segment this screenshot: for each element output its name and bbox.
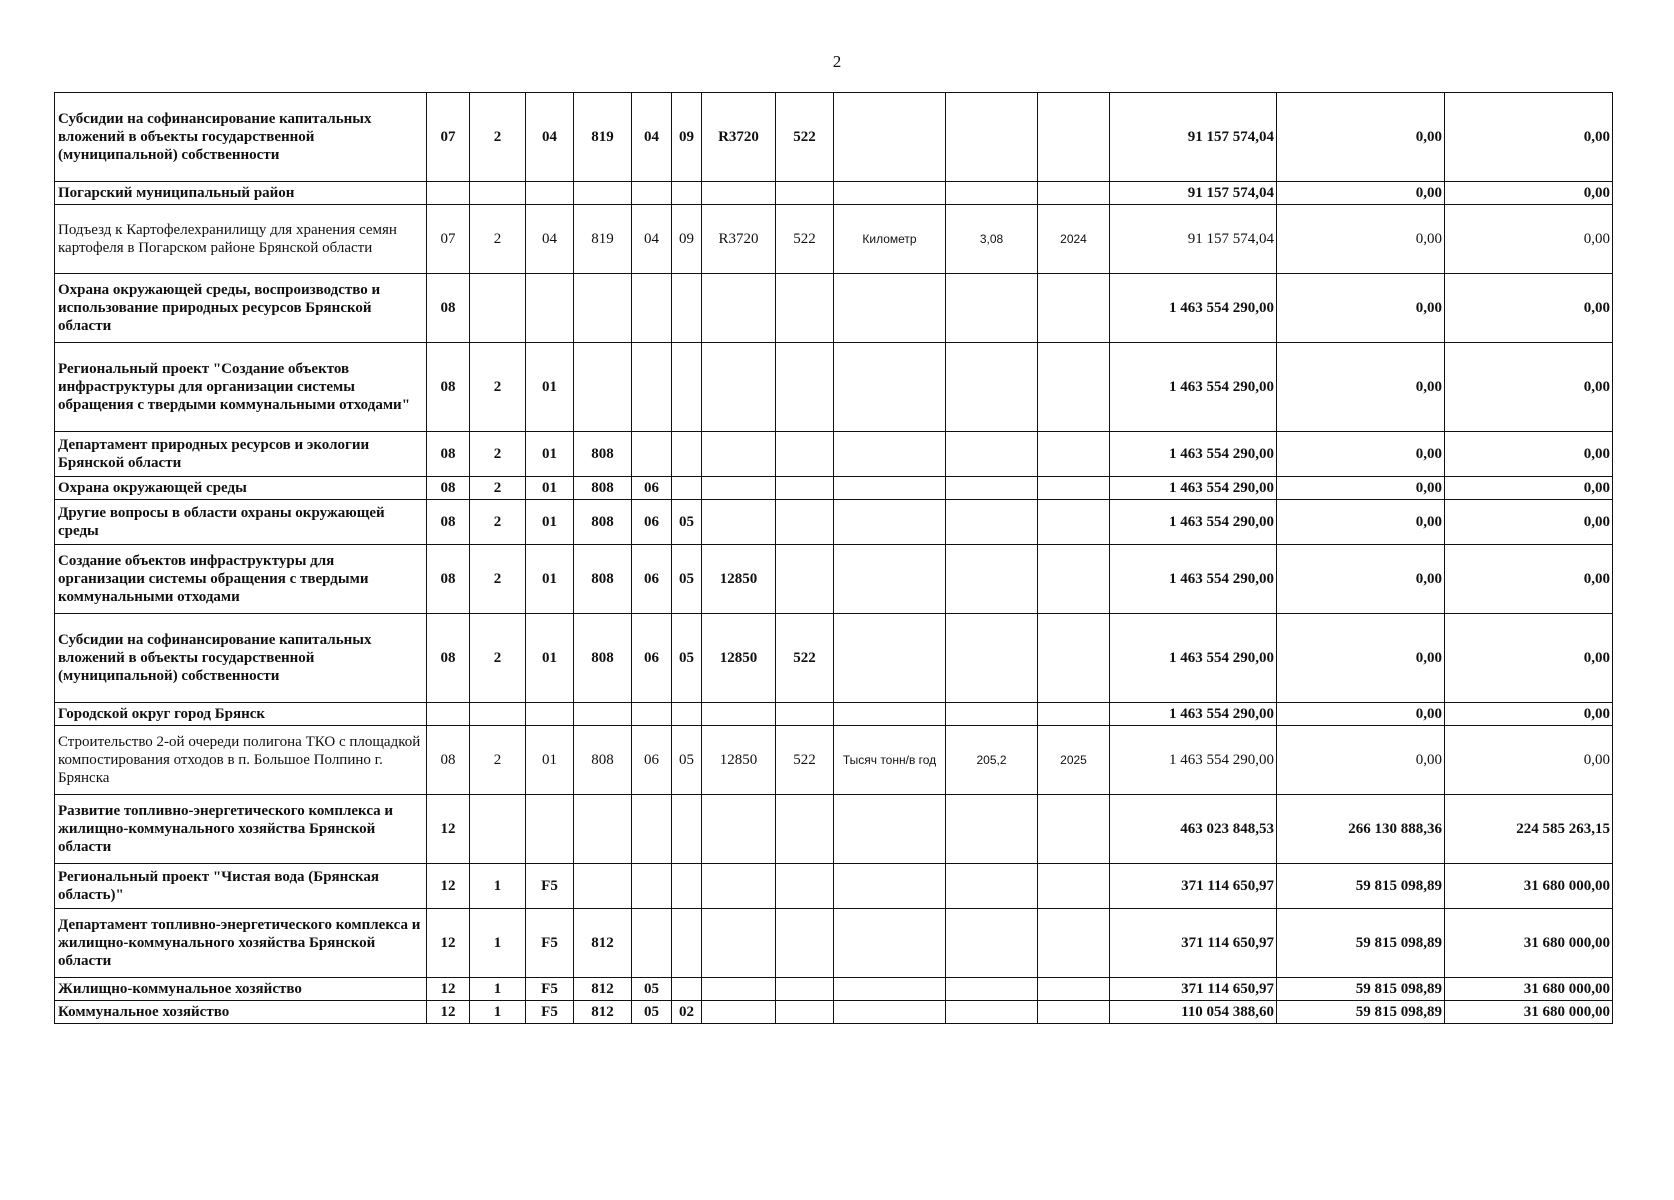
year-cell: 2025: [1038, 726, 1110, 795]
unit-cell: [834, 909, 946, 978]
unit-cell: [834, 864, 946, 909]
code-section-cell: 07: [427, 205, 470, 274]
code-section-cell: 08: [427, 500, 470, 545]
amount-year1-cell: 371 114 650,97: [1110, 978, 1277, 1001]
code-direction-cell: 12850: [702, 614, 776, 703]
code-razdel-cell: 04: [632, 205, 672, 274]
code-razdel-cell: [632, 703, 672, 726]
amount-year2-cell: 0,00: [1277, 93, 1445, 182]
amount-year3-cell: 0,00: [1445, 703, 1613, 726]
code-vr-cell: [776, 978, 834, 1001]
code-grbs-cell: 808: [574, 477, 632, 500]
amount-year2-cell: 0,00: [1277, 205, 1445, 274]
code-grbs-cell: 808: [574, 614, 632, 703]
code-direction-cell: 12850: [702, 545, 776, 614]
code-event-cell: 01: [526, 500, 574, 545]
amount-year3-cell: 0,00: [1445, 182, 1613, 205]
year-cell: [1038, 432, 1110, 477]
row-name-cell: Строительство 2-ой очереди полигона ТКО с площадкой компостирования отходов в п. Большое Полпино г. Брянска: [55, 726, 427, 795]
code-subprogram-cell: [470, 703, 526, 726]
amount-year2-cell: 0,00: [1277, 477, 1445, 500]
unit-cell: [834, 343, 946, 432]
amount-year3-cell: 0,00: [1445, 205, 1613, 274]
amount-year1-cell: 1 463 554 290,00: [1110, 477, 1277, 500]
code-subprogram-cell: 2: [470, 545, 526, 614]
code-vr-cell: 522: [776, 726, 834, 795]
table-row: [55, 795, 1613, 864]
amount-year2-cell: 0,00: [1277, 703, 1445, 726]
table-row: [55, 205, 1613, 274]
code-grbs-cell: [574, 182, 632, 205]
code-section-cell: 08: [427, 545, 470, 614]
unit-cell: [834, 795, 946, 864]
year-cell: [1038, 614, 1110, 703]
code-section-cell: 08: [427, 726, 470, 795]
code-subprogram-cell: 2: [470, 477, 526, 500]
table-row: [55, 978, 1613, 1001]
amount-year2-cell: 0,00: [1277, 182, 1445, 205]
code-event-cell: F5: [526, 1001, 574, 1024]
amount-year3-cell: 0,00: [1445, 432, 1613, 477]
capacity-cell: [946, 909, 1038, 978]
amount-year3-cell: 0,00: [1445, 93, 1613, 182]
capacity-cell: [946, 93, 1038, 182]
year-cell: 2024: [1038, 205, 1110, 274]
budget-table: [54, 92, 1613, 1024]
code-razdel-cell: 06: [632, 545, 672, 614]
table-row: [55, 703, 1613, 726]
code-razdel-cell: [632, 432, 672, 477]
unit-cell: [834, 978, 946, 1001]
code-direction-cell: [702, 182, 776, 205]
unit-cell: [834, 477, 946, 500]
code-vr-cell: [776, 909, 834, 978]
code-razdel-cell: 06: [632, 500, 672, 545]
unit-cell: [834, 500, 946, 545]
code-section-cell: 07: [427, 93, 470, 182]
capacity-cell: [946, 1001, 1038, 1024]
row-name-cell: Погарский муниципальный район: [55, 182, 427, 205]
row-name-cell: Городской округ город Брянск: [55, 703, 427, 726]
amount-year2-cell: 0,00: [1277, 545, 1445, 614]
code-section-cell: [427, 703, 470, 726]
amount-year1-cell: 1 463 554 290,00: [1110, 343, 1277, 432]
amount-year3-cell: 0,00: [1445, 274, 1613, 343]
code-direction-cell: R3720: [702, 93, 776, 182]
code-event-cell: F5: [526, 909, 574, 978]
amount-year1-cell: 110 054 388,60: [1110, 1001, 1277, 1024]
code-podrazdel-cell: 05: [672, 614, 702, 703]
code-razdel-cell: [632, 909, 672, 978]
code-grbs-cell: [574, 343, 632, 432]
amount-year2-cell: 59 815 098,89: [1277, 909, 1445, 978]
amount-year1-cell: 463 023 848,53: [1110, 795, 1277, 864]
row-name-cell: Субсидии на софинансирование капитальных вложений в объекты государственной (муниципальной) собственности: [55, 614, 427, 703]
row-name-cell: Департамент топливно-энергетического комплекса и жилищно-коммунального хозяйства Брянской области: [55, 909, 427, 978]
code-subprogram-cell: 1: [470, 864, 526, 909]
code-razdel-cell: [632, 343, 672, 432]
year-cell: [1038, 1001, 1110, 1024]
code-vr-cell: [776, 864, 834, 909]
row-name-cell: Региональный проект "Создание объектов инфраструктуры для организации системы обращения с твердыми коммунальными отходами": [55, 343, 427, 432]
unit-cell: [834, 545, 946, 614]
code-razdel-cell: [632, 182, 672, 205]
code-section-cell: 08: [427, 614, 470, 703]
code-direction-cell: [702, 978, 776, 1001]
code-grbs-cell: [574, 703, 632, 726]
amount-year2-cell: 0,00: [1277, 614, 1445, 703]
amount-year3-cell: 0,00: [1445, 726, 1613, 795]
code-grbs-cell: 808: [574, 545, 632, 614]
row-name-cell: Охрана окружающей среды, воспроизводство и использование природных ресурсов Брянской области: [55, 274, 427, 343]
code-podrazdel-cell: [672, 795, 702, 864]
code-podrazdel-cell: [672, 703, 702, 726]
code-grbs-cell: 808: [574, 726, 632, 795]
row-name-cell: Подъезд к Картофелехранилищу для хранения семян картофеля в Погарском районе Брянской области: [55, 205, 427, 274]
capacity-cell: 3,08: [946, 205, 1038, 274]
capacity-cell: [946, 978, 1038, 1001]
year-cell: [1038, 703, 1110, 726]
code-event-cell: 04: [526, 205, 574, 274]
code-podrazdel-cell: [672, 477, 702, 500]
amount-year1-cell: 1 463 554 290,00: [1110, 703, 1277, 726]
code-direction-cell: [702, 1001, 776, 1024]
code-vr-cell: [776, 500, 834, 545]
code-section-cell: [427, 182, 470, 205]
year-cell: [1038, 864, 1110, 909]
code-event-cell: 01: [526, 477, 574, 500]
year-cell: [1038, 343, 1110, 432]
code-vr-cell: 522: [776, 614, 834, 703]
code-section-cell: 08: [427, 432, 470, 477]
code-grbs-cell: 819: [574, 93, 632, 182]
code-podrazdel-cell: 02: [672, 1001, 702, 1024]
code-event-cell: F5: [526, 978, 574, 1001]
code-subprogram-cell: 2: [470, 614, 526, 703]
amount-year2-cell: 0,00: [1277, 274, 1445, 343]
code-direction-cell: 12850: [702, 726, 776, 795]
code-subprogram-cell: 1: [470, 978, 526, 1001]
code-razdel-cell: 05: [632, 1001, 672, 1024]
year-cell: [1038, 93, 1110, 182]
code-section-cell: 08: [427, 274, 470, 343]
unit-cell: [834, 432, 946, 477]
code-vr-cell: [776, 703, 834, 726]
code-direction-cell: [702, 343, 776, 432]
code-vr-cell: [776, 274, 834, 343]
year-cell: [1038, 477, 1110, 500]
code-vr-cell: 522: [776, 205, 834, 274]
amount-year1-cell: 1 463 554 290,00: [1110, 500, 1277, 545]
code-section-cell: 12: [427, 909, 470, 978]
code-section-cell: 08: [427, 343, 470, 432]
amount-year3-cell: 0,00: [1445, 500, 1613, 545]
code-event-cell: [526, 703, 574, 726]
code-subprogram-cell: 1: [470, 909, 526, 978]
code-podrazdel-cell: [672, 274, 702, 343]
code-section-cell: 12: [427, 864, 470, 909]
page-number: 2: [832, 52, 842, 71]
unit-cell: Тысяч тонн/в год: [834, 726, 946, 795]
code-subprogram-cell: 2: [470, 93, 526, 182]
row-name-cell: Коммунальное хозяйство: [55, 1001, 427, 1024]
table-row: [55, 343, 1613, 432]
code-event-cell: [526, 795, 574, 864]
capacity-cell: [946, 500, 1038, 545]
code-podrazdel-cell: [672, 182, 702, 205]
code-grbs-cell: 812: [574, 909, 632, 978]
code-vr-cell: [776, 343, 834, 432]
code-podrazdel-cell: [672, 864, 702, 909]
row-name-cell: Жилищно-коммунальное хозяйство: [55, 978, 427, 1001]
code-direction-cell: [702, 432, 776, 477]
year-cell: [1038, 274, 1110, 343]
year-cell: [1038, 500, 1110, 545]
code-subprogram-cell: 2: [470, 500, 526, 545]
code-vr-cell: [776, 182, 834, 205]
table-row: [55, 432, 1613, 477]
code-podrazdel-cell: 09: [672, 93, 702, 182]
amount-year1-cell: 1 463 554 290,00: [1110, 545, 1277, 614]
row-name-cell: Развитие топливно-энергетического комплекса и жилищно-коммунального хозяйства Брянской области: [55, 795, 427, 864]
table-row: [55, 614, 1613, 703]
code-direction-cell: [702, 864, 776, 909]
amount-year2-cell: 59 815 098,89: [1277, 978, 1445, 1001]
code-podrazdel-cell: [672, 432, 702, 477]
amount-year3-cell: 0,00: [1445, 477, 1613, 500]
code-vr-cell: 522: [776, 93, 834, 182]
row-name-cell: Охрана окружающей среды: [55, 477, 427, 500]
amount-year3-cell: 31 680 000,00: [1445, 1001, 1613, 1024]
amount-year1-cell: 91 157 574,04: [1110, 205, 1277, 274]
code-razdel-cell: 04: [632, 93, 672, 182]
table-row: [55, 477, 1613, 500]
unit-cell: [834, 1001, 946, 1024]
row-name-cell: Региональный проект "Чистая вода (Брянская область)": [55, 864, 427, 909]
code-section-cell: 12: [427, 795, 470, 864]
year-cell: [1038, 182, 1110, 205]
code-razdel-cell: [632, 864, 672, 909]
unit-cell: Километр: [834, 205, 946, 274]
row-name-cell: Создание объектов инфраструктуры для организации системы обращения с твердыми коммунальными отходами: [55, 545, 427, 614]
code-section-cell: 08: [427, 477, 470, 500]
code-vr-cell: [776, 1001, 834, 1024]
year-cell: [1038, 978, 1110, 1001]
code-event-cell: 04: [526, 93, 574, 182]
unit-cell: [834, 274, 946, 343]
code-subprogram-cell: 2: [470, 343, 526, 432]
code-direction-cell: R3720: [702, 205, 776, 274]
amount-year2-cell: 0,00: [1277, 343, 1445, 432]
unit-cell: [834, 93, 946, 182]
code-event-cell: 01: [526, 545, 574, 614]
code-event-cell: [526, 182, 574, 205]
code-grbs-cell: [574, 274, 632, 343]
code-razdel-cell: 05: [632, 978, 672, 1001]
amount-year2-cell: 266 130 888,36: [1277, 795, 1445, 864]
unit-cell: [834, 614, 946, 703]
code-grbs-cell: 819: [574, 205, 632, 274]
code-grbs-cell: 812: [574, 1001, 632, 1024]
code-podrazdel-cell: [672, 978, 702, 1001]
code-grbs-cell: 808: [574, 500, 632, 545]
amount-year1-cell: 1 463 554 290,00: [1110, 726, 1277, 795]
amount-year2-cell: 0,00: [1277, 726, 1445, 795]
code-event-cell: 01: [526, 432, 574, 477]
table-row: [55, 1001, 1613, 1024]
code-razdel-cell: 06: [632, 614, 672, 703]
amount-year3-cell: 0,00: [1445, 343, 1613, 432]
code-direction-cell: [702, 274, 776, 343]
table-row: [55, 545, 1613, 614]
row-name-cell: Другие вопросы в области охраны окружающей среды: [55, 500, 427, 545]
table-body: [55, 93, 1613, 1024]
capacity-cell: [946, 432, 1038, 477]
code-grbs-cell: [574, 795, 632, 864]
code-podrazdel-cell: 05: [672, 545, 702, 614]
amount-year1-cell: 91 157 574,04: [1110, 93, 1277, 182]
unit-cell: [834, 182, 946, 205]
table-row: [55, 274, 1613, 343]
capacity-cell: [946, 343, 1038, 432]
amount-year3-cell: 224 585 263,15: [1445, 795, 1613, 864]
code-vr-cell: [776, 795, 834, 864]
year-cell: [1038, 545, 1110, 614]
code-razdel-cell: [632, 795, 672, 864]
capacity-cell: [946, 795, 1038, 864]
code-event-cell: 01: [526, 614, 574, 703]
capacity-cell: [946, 477, 1038, 500]
code-subprogram-cell: [470, 274, 526, 343]
code-podrazdel-cell: [672, 343, 702, 432]
amount-year1-cell: 1 463 554 290,00: [1110, 614, 1277, 703]
capacity-cell: [946, 703, 1038, 726]
year-cell: [1038, 795, 1110, 864]
amount-year1-cell: 1 463 554 290,00: [1110, 432, 1277, 477]
code-vr-cell: [776, 545, 834, 614]
code-podrazdel-cell: [672, 909, 702, 978]
code-event-cell: F5: [526, 864, 574, 909]
code-direction-cell: [702, 909, 776, 978]
code-grbs-cell: 812: [574, 978, 632, 1001]
code-vr-cell: [776, 477, 834, 500]
code-section-cell: 12: [427, 978, 470, 1001]
code-event-cell: 01: [526, 343, 574, 432]
amount-year2-cell: 0,00: [1277, 500, 1445, 545]
table-row: [55, 864, 1613, 909]
unit-cell: [834, 703, 946, 726]
code-subprogram-cell: [470, 182, 526, 205]
code-direction-cell: [702, 477, 776, 500]
code-grbs-cell: [574, 864, 632, 909]
code-subprogram-cell: 1: [470, 1001, 526, 1024]
amount-year3-cell: 0,00: [1445, 545, 1613, 614]
amount-year3-cell: 31 680 000,00: [1445, 864, 1613, 909]
amount-year3-cell: 31 680 000,00: [1445, 909, 1613, 978]
code-direction-cell: [702, 795, 776, 864]
code-subprogram-cell: 2: [470, 205, 526, 274]
amount-year1-cell: 371 114 650,97: [1110, 864, 1277, 909]
code-podrazdel-cell: 05: [672, 500, 702, 545]
code-subprogram-cell: [470, 795, 526, 864]
code-vr-cell: [776, 432, 834, 477]
amount-year1-cell: 371 114 650,97: [1110, 909, 1277, 978]
table-row: [55, 909, 1613, 978]
code-razdel-cell: 06: [632, 477, 672, 500]
code-event-cell: [526, 274, 574, 343]
capacity-cell: 205,2: [946, 726, 1038, 795]
amount-year3-cell: 31 680 000,00: [1445, 978, 1613, 1001]
table-row: [55, 726, 1613, 795]
amount-year3-cell: 0,00: [1445, 614, 1613, 703]
amount-year2-cell: 0,00: [1277, 432, 1445, 477]
amount-year1-cell: 1 463 554 290,00: [1110, 274, 1277, 343]
code-section-cell: 12: [427, 1001, 470, 1024]
year-cell: [1038, 909, 1110, 978]
table-row: [55, 93, 1613, 182]
capacity-cell: [946, 864, 1038, 909]
code-direction-cell: [702, 703, 776, 726]
code-podrazdel-cell: 09: [672, 205, 702, 274]
code-razdel-cell: [632, 274, 672, 343]
capacity-cell: [946, 182, 1038, 205]
amount-year2-cell: 59 815 098,89: [1277, 864, 1445, 909]
code-event-cell: 01: [526, 726, 574, 795]
amount-year2-cell: 59 815 098,89: [1277, 1001, 1445, 1024]
code-podrazdel-cell: 05: [672, 726, 702, 795]
code-subprogram-cell: 2: [470, 432, 526, 477]
amount-year1-cell: 91 157 574,04: [1110, 182, 1277, 205]
table-row: [55, 500, 1613, 545]
capacity-cell: [946, 274, 1038, 343]
capacity-cell: [946, 614, 1038, 703]
code-subprogram-cell: 2: [470, 726, 526, 795]
row-name-cell: Субсидии на софинансирование капитальных вложений в объекты государственной (муниципальной) собственности: [55, 93, 427, 182]
code-razdel-cell: 06: [632, 726, 672, 795]
code-direction-cell: [702, 500, 776, 545]
table-row: [55, 182, 1613, 205]
code-grbs-cell: 808: [574, 432, 632, 477]
capacity-cell: [946, 545, 1038, 614]
row-name-cell: Департамент природных ресурсов и экологии Брянской области: [55, 432, 427, 477]
